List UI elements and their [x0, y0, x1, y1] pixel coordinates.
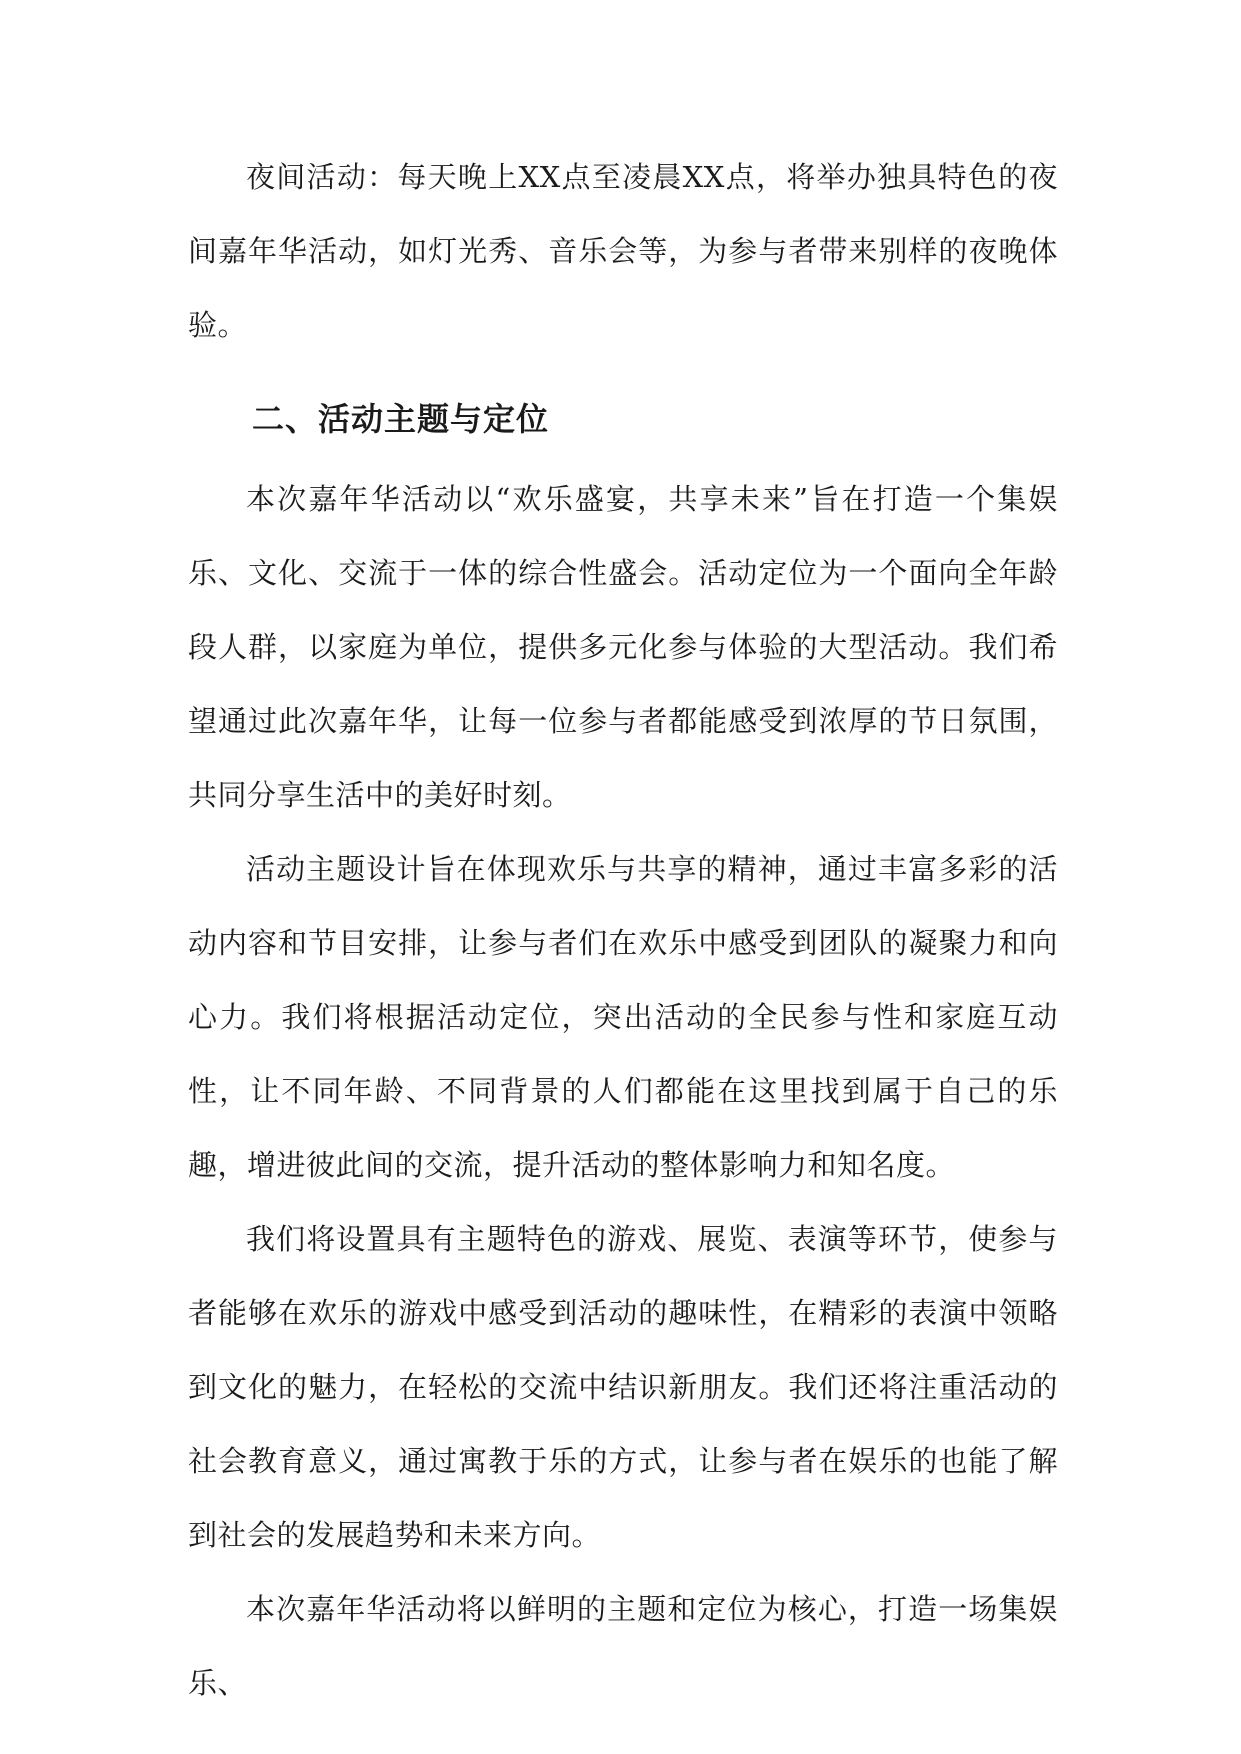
section-heading: 二、活动主题与定位	[252, 400, 550, 438]
conclusion-paragraph: 本次嘉年华活动将以鲜明的主题和定位为核心，打造一场集娱乐、	[188, 1592, 1058, 1700]
theme-design-paragraph: 活动主题设计旨在体现欢乐与共享的精神，通过丰富多彩的活动内容和节目安排，让参与者们在欢乐中感受到团队的凝聚力和向心力。我们将根据活动定位，突出活动的全民参与性和家庭互动性，让不同年龄、不同背景的人们都能在这里找到属于自己的乐趣，增进彼此间的交流，提升活动的整体影响力和知名度。	[188, 852, 1058, 1182]
program-paragraph: 我们将设置具有主题特色的游戏、展览、表演等环节，使参与者能够在欢乐的游戏中感受到活动的趣味性，在精彩的表演中领略到文化的魅力，在轻松的交流中结识新朋友。我们还将注重活动的社会教育意义，通过寓教于乐的方式，让参与者在娱乐的也能了解到社会的发展趋势和未来方向。	[188, 1222, 1058, 1552]
theme-paragraph: 本次嘉年华活动以“欢乐盛宴，共享未来”旨在打造一个集娱乐、文化、交流于一体的综合性盛会。活动定位为一个面向全年龄段人群，以家庭为单位，提供多元化参与体验的大型活动。我们希望通过此次嘉年华，让每一位参与者都能感受到浓厚的节日氛围，共同分享生活中的美好时刻。	[188, 482, 1058, 812]
night-activity-paragraph: 夜间活动：每天晚上XX点至凌晨XX点，将举办独具特色的夜间嘉年华活动，如灯光秀、音乐会等，为参与者带来别样的夜晚体验。	[188, 160, 1058, 342]
document-body	[188, 140, 1058, 1720]
